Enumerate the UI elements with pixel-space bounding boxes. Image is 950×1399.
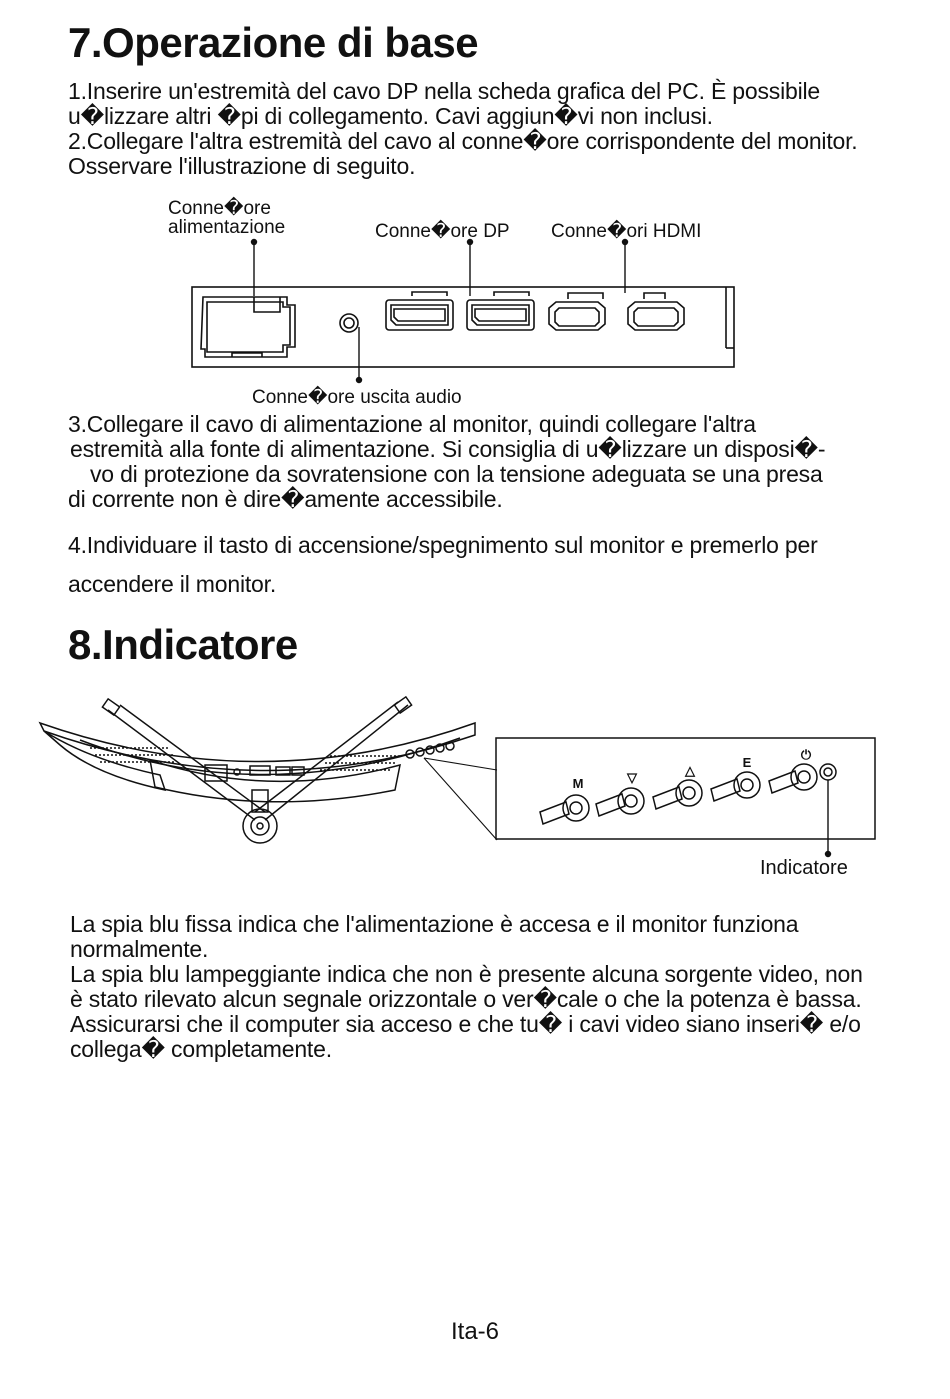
indicator-desc-line-5: Assicurarsi che il computer sia acceso e che tu� i cavi video siano inseri� e/o	[70, 1011, 861, 1037]
step-3-line-4: di corrente non è dire�amente accessibile.	[68, 486, 503, 512]
step-4-line-1: 4.Individuare il tasto di accensione/spegnimento sul monitor e premerlo per	[68, 532, 818, 558]
step-2-line-1: 2.Collegare l'altra estremità del cavo al conne�ore corrispondente del monitor.	[68, 128, 858, 154]
label-power-connector-line-2: alimentazione	[168, 217, 286, 238]
step-4-line-2: accendere il monitor.	[68, 571, 277, 597]
button-label-down: ▽	[627, 770, 637, 785]
step-3-line-3: vo di protezione da sovratensione con la tensione adeguata se una presa	[90, 461, 823, 487]
label-hdmi-connectors: Conne�ori HDMI	[551, 221, 702, 242]
button-label-e: E	[742, 755, 752, 770]
section-7-heading: 7.Operazione di base	[68, 19, 479, 66]
step-3-line-2: estremità alla fonte di alimentazione. Si consiglia di u�lizzare un disposi�-	[70, 436, 826, 462]
curved-monitor-icon	[40, 697, 475, 843]
indicator-desc-line-2: normalmente.	[70, 936, 209, 962]
indicator-desc-line-3: La spia blu lampeggiante indica che non è presente alcuna sorgente video, non	[70, 961, 863, 987]
button-label-power: ⏻	[800, 747, 812, 762]
label-power-connector-line-1: Conne�ore	[168, 198, 271, 219]
step-1-line-1: 1.Inserire un'estremità del cavo DP nella scheda grafica del PC. È possibile	[68, 78, 820, 104]
button-label-m: M	[572, 776, 584, 791]
monitor-button-icon	[653, 780, 702, 809]
indicator-led-icon	[820, 764, 836, 780]
step-2-line-2: Osservare l'illustrazione di seguito.	[68, 153, 416, 179]
step-3-line-1: 3.Collegare il cavo di alimentazione al monitor, quindi collegare l'altra	[68, 411, 756, 437]
monitor-button-icon	[711, 772, 760, 801]
indicator-label: Indicatore	[760, 857, 848, 879]
label-dp-connector: Conne�ore DP	[375, 221, 510, 242]
step-1-line-2: u�lizzare altri �pi di collegamento. Cavi aggiun�vi non inclusi.	[68, 103, 713, 129]
indicator-desc-line-6: collega� completamente.	[70, 1036, 332, 1062]
monitor-button-icon	[596, 788, 644, 816]
monitor-button-icon	[540, 795, 589, 824]
label-audio-out-connector: Conne�ore uscita audio	[252, 387, 462, 408]
button-label-up: △	[685, 763, 695, 778]
page-number: Ita-6	[450, 1318, 500, 1345]
monitor-button-icon	[769, 764, 817, 793]
indicator-desc-line-1: La spia blu fissa indica che l'alimentazione è accesa e il monitor funziona	[70, 911, 799, 937]
indicator-desc-line-4: è stato rilevato alcun segnale orizzontale o ver�cale o che la potenza è bassa.	[70, 986, 862, 1012]
section-8-heading: 8.Indicatore	[68, 621, 298, 668]
